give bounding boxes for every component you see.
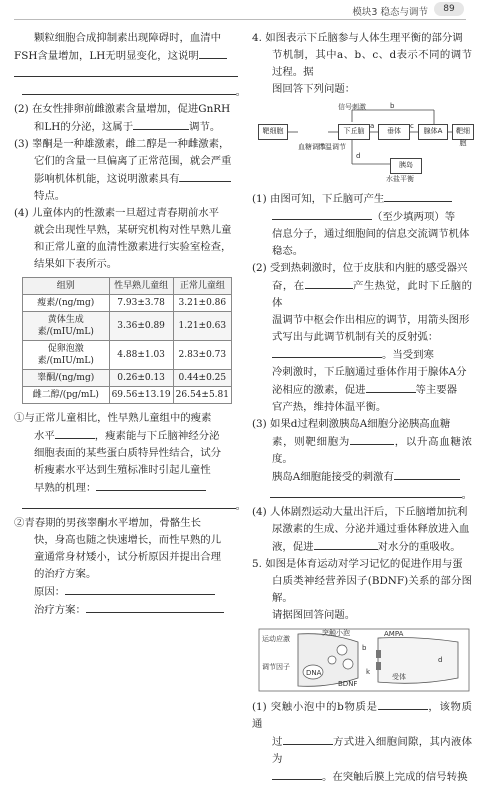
dna-label: DNA <box>306 669 322 677</box>
r2-text: 产生热觉，此时下丘脑的体 <box>272 280 473 309</box>
answer-blank[interactable] <box>179 170 231 182</box>
answer-blank[interactable] <box>272 768 322 780</box>
signal-label: 信号刺激 <box>338 103 366 111</box>
q3-line: (3) 睾酮是一种雄激素，雌二醇是一种雌激素， <box>14 138 230 150</box>
factor-label: 调节因子 <box>262 663 290 671</box>
target-cell-box-2: 靶细胞 <box>452 124 474 140</box>
r2-line <box>252 277 472 312</box>
s1-text: 早熟的机理： <box>34 482 97 494</box>
r2-line: 冷刺激时，下丘脑通过垂体作用于腺体A分 <box>272 366 467 378</box>
r5-text: (1) 突触小泡中的b物质是 <box>252 701 378 713</box>
r1-line: 信息分子，通过细胞间的信息交流调节机体 <box>272 228 470 240</box>
d-label-2: d <box>438 656 443 664</box>
s1-line <box>14 479 246 497</box>
r3-text: 胰岛A细胞能接受的刺激有 <box>272 471 394 483</box>
b-label-2: b <box>362 644 367 652</box>
s2-text: 原因： <box>34 586 66 598</box>
s1-text: 水平 <box>34 430 55 442</box>
hypothalamus-box: 下丘脑 <box>338 124 370 140</box>
r2-text: 。当受到寒 <box>382 349 434 361</box>
q2-line: (2) 在女性排卵前雌激素含量增加，促进GnRH <box>14 103 231 115</box>
table-cell: 0.44±0.25 <box>173 370 231 387</box>
q5-line: 5. 如图是体育运动对学习记忆的促进作用与蛋 <box>252 558 463 570</box>
s1-line <box>14 427 246 445</box>
table-cell: 雌二醇/(pg/mL) <box>23 387 110 404</box>
table-row <box>23 370 232 387</box>
receptor-label: 受体 <box>392 673 406 681</box>
r5-text: ，该物质通 <box>252 701 473 730</box>
k-label: k <box>366 668 371 676</box>
r1-line <box>252 190 472 208</box>
page-number: 89 <box>434 2 464 16</box>
r5-line <box>252 698 472 733</box>
a-label: a <box>370 122 375 130</box>
r3-line <box>252 433 472 468</box>
answer-line[interactable]: 。 <box>252 486 472 504</box>
table-cell: 瘦素/(ng/mg) <box>23 295 110 312</box>
r2-line <box>252 381 472 399</box>
q3-line: 特点。 <box>34 190 66 202</box>
s1-line: ①与正常儿童相比，性早熟儿童组中的瘦素 <box>14 412 212 424</box>
q2-line <box>14 118 246 136</box>
pituitary-box: 垂体 <box>378 124 410 140</box>
r2-text: 奋，在 <box>272 280 305 292</box>
q4-line: 结果如下表所示。 <box>34 258 118 270</box>
answer-blank[interactable] <box>55 427 95 439</box>
r5-text: 。在突触后膜上完成的信号转换 <box>322 771 468 783</box>
b-label: b <box>390 102 395 110</box>
answer-line[interactable]: 。 <box>14 497 246 515</box>
table-row <box>23 387 232 404</box>
table-header: 组别 <box>23 278 110 295</box>
r1-line: 稳态。 <box>272 245 304 257</box>
answer-blank[interactable] <box>199 47 227 59</box>
r4-line <box>252 538 472 556</box>
synapse-diagram <box>258 628 470 692</box>
data-table <box>22 277 232 404</box>
q5-line: 请据图回答问题。 <box>272 609 356 621</box>
table-cell: 0.26±0.13 <box>109 370 173 387</box>
r5-line <box>252 768 472 786</box>
r1-text: (1) 由图可知，下丘脑可产生 <box>252 193 385 205</box>
d-label: d <box>356 152 361 160</box>
label-sub: 血糖调节 <box>298 143 326 151</box>
answer-blank[interactable] <box>86 601 224 613</box>
answer-blank[interactable] <box>350 433 394 445</box>
r4-text: 液，促进 <box>272 541 314 553</box>
table-cell: 2.83±0.73 <box>173 341 231 370</box>
gland-a-box: 腺体A <box>418 124 448 140</box>
target-cell-box: 靶细胞 <box>258 124 288 140</box>
r2-line: 温调节中枢会作出相应的调节，用箭头图形 <box>272 314 470 326</box>
table-cell: 26.54±5.81 <box>173 387 231 404</box>
label-sub2: 体温调节 <box>318 143 346 151</box>
q3-text: 影响机体机能，这说明激素具有 <box>34 173 180 185</box>
answer-blank[interactable] <box>366 381 416 393</box>
q2-text: 和LH的分泌，这属于 <box>34 121 134 133</box>
answer-blank[interactable] <box>65 583 215 595</box>
r3-line: (3) 如果d过程刺激胰岛A细胞分泌胰高血糖 <box>252 418 451 430</box>
answer-line[interactable] <box>14 65 246 83</box>
r4-text: 对水分的重吸收。 <box>377 541 461 553</box>
r5-text: 方式进入细胞间隙，其内液体为 <box>272 736 473 765</box>
text-line <box>14 47 246 65</box>
bdnf-label: BDNF <box>338 680 358 688</box>
q3-line: 它们的含量一旦偏离了正常范围，就会严重 <box>34 155 232 167</box>
q5-line: 白质类神经营养因子(BDNF)关系的部分图解。 <box>272 575 472 604</box>
table-cell: 3.36±0.89 <box>109 312 173 341</box>
table-row <box>23 295 232 312</box>
table-cell: 1.21±0.63 <box>173 312 231 341</box>
table-cell: 睾酮/(ng/mg) <box>23 370 110 387</box>
r2-line: 官产热，维持体温平衡。 <box>272 401 387 413</box>
q2-text: 调节。 <box>189 121 221 133</box>
answer-blank[interactable] <box>133 118 189 130</box>
table-header-row <box>23 278 232 295</box>
table-cell: 促卵泡激素/(mIU/mL) <box>23 341 110 370</box>
r4-line: (4) 人体剧烈运动大量出汗后，下丘脑增加抗利 <box>252 506 468 518</box>
table-cell: 黄体生成素/(mIU/mL) <box>23 312 110 341</box>
r2-line: (2) 受到热刺激时，位于皮肤和内脏的感受器兴 <box>252 262 468 274</box>
ampa-label: AMPA <box>384 630 404 638</box>
table-header: 性早熟儿童组 <box>109 278 173 295</box>
table-cell: 7.93±3.78 <box>109 295 173 312</box>
water-label: 水盐平衡 <box>386 175 414 183</box>
q4r-line: 图回答下列问题： <box>272 83 356 95</box>
islet-box: 胰岛 <box>390 158 422 174</box>
table-row <box>23 312 232 341</box>
answer-blank[interactable] <box>394 468 460 480</box>
exercise-label: 运动应激 <box>262 635 290 643</box>
q4-line: 和正常儿童的血清性激素进行实验室检查， <box>34 241 232 253</box>
r3-text: 素，则靶细胞为 <box>272 436 350 448</box>
answer-blank[interactable] <box>272 346 382 358</box>
vesicle-label: 突触小泡 <box>322 629 350 637</box>
s2-line <box>14 583 246 601</box>
r1-text: （至少填两项）等 <box>372 211 456 223</box>
answer-blank[interactable] <box>272 208 372 220</box>
s1-line: 细胞表面的某些蛋白质特异性结合，试分 <box>34 447 222 459</box>
q4-line: 就会出现性早熟，某研究机构对性早熟儿童 <box>34 224 232 236</box>
table-cell: 4.88±1.03 <box>109 341 173 370</box>
c-label: c <box>410 122 414 130</box>
r5-line <box>252 733 472 768</box>
r2-text: 泌相应的激素，促进 <box>272 384 366 396</box>
header-title: 模块3 稳态与调节 <box>352 7 428 18</box>
r2-line <box>252 346 472 364</box>
s2-line: 快，身高也随之快速增长，而性早熟的儿 <box>34 534 222 546</box>
diagram-arrows <box>258 102 472 184</box>
s1-line: 析瘦素水平达到生殖标准时引起儿童性 <box>34 464 211 476</box>
s2-line: ②青春期的男孩睾酮水平增加，骨骼生长 <box>14 517 202 529</box>
answer-blank[interactable] <box>378 698 428 710</box>
answer-blank[interactable] <box>314 538 378 550</box>
answer-blank[interactable] <box>283 733 333 745</box>
r4-line: 尿激素的生成、分泌并通过垂体释放进入血 <box>272 523 470 535</box>
answer-blank[interactable] <box>96 479 206 491</box>
s2-line: 的治疗方案。 <box>34 568 97 580</box>
r5-text: 过 <box>272 736 283 748</box>
text-line: 颗粒细胞合成抑制素出现障碍时，血清中 <box>34 32 222 44</box>
r3-text: ，以升高血糖浓度。 <box>272 436 472 465</box>
text-line: FSH含量增加，LH无明显变化，这说明 <box>14 50 199 62</box>
s2-text: 治疗方案： <box>34 604 86 616</box>
table-header: 正常儿童组 <box>173 278 231 295</box>
answer-blank[interactable] <box>305 277 353 289</box>
q4-line: (4) 儿童体内的性激素一旦超过青春期前水平 <box>14 207 220 219</box>
table-cell: 3.21±0.86 <box>173 295 231 312</box>
q4r-line: 4. 如图表示下丘脑参与人体生理平衡的部分调 <box>252 32 463 44</box>
s2-line: 童通常身材矮小，试分析原因并提出合理 <box>34 551 222 563</box>
regulation-diagram <box>258 102 472 184</box>
table-row <box>23 341 232 370</box>
r1-line <box>252 208 472 226</box>
table-cell: 69.56±13.19 <box>109 387 173 404</box>
right-column <box>252 30 472 786</box>
answer-line[interactable]: 。 <box>14 83 246 101</box>
r2-text: 等主要器 <box>415 384 458 396</box>
q3-line <box>14 170 246 188</box>
r2-line: 式写出与此调节机制有关的反射弧： <box>272 331 439 343</box>
answer-blank[interactable] <box>384 190 452 202</box>
header-rule <box>14 19 466 20</box>
s2-line <box>14 601 246 619</box>
left-column <box>14 30 246 619</box>
r3-line <box>252 468 472 486</box>
q4r-line: 节机制，其中a、b、c、d表示不同的调节过程。据 <box>272 49 472 78</box>
s1-text: ，瘦素能与下丘脑神经分泌 <box>94 430 220 442</box>
page-header <box>0 0 480 22</box>
